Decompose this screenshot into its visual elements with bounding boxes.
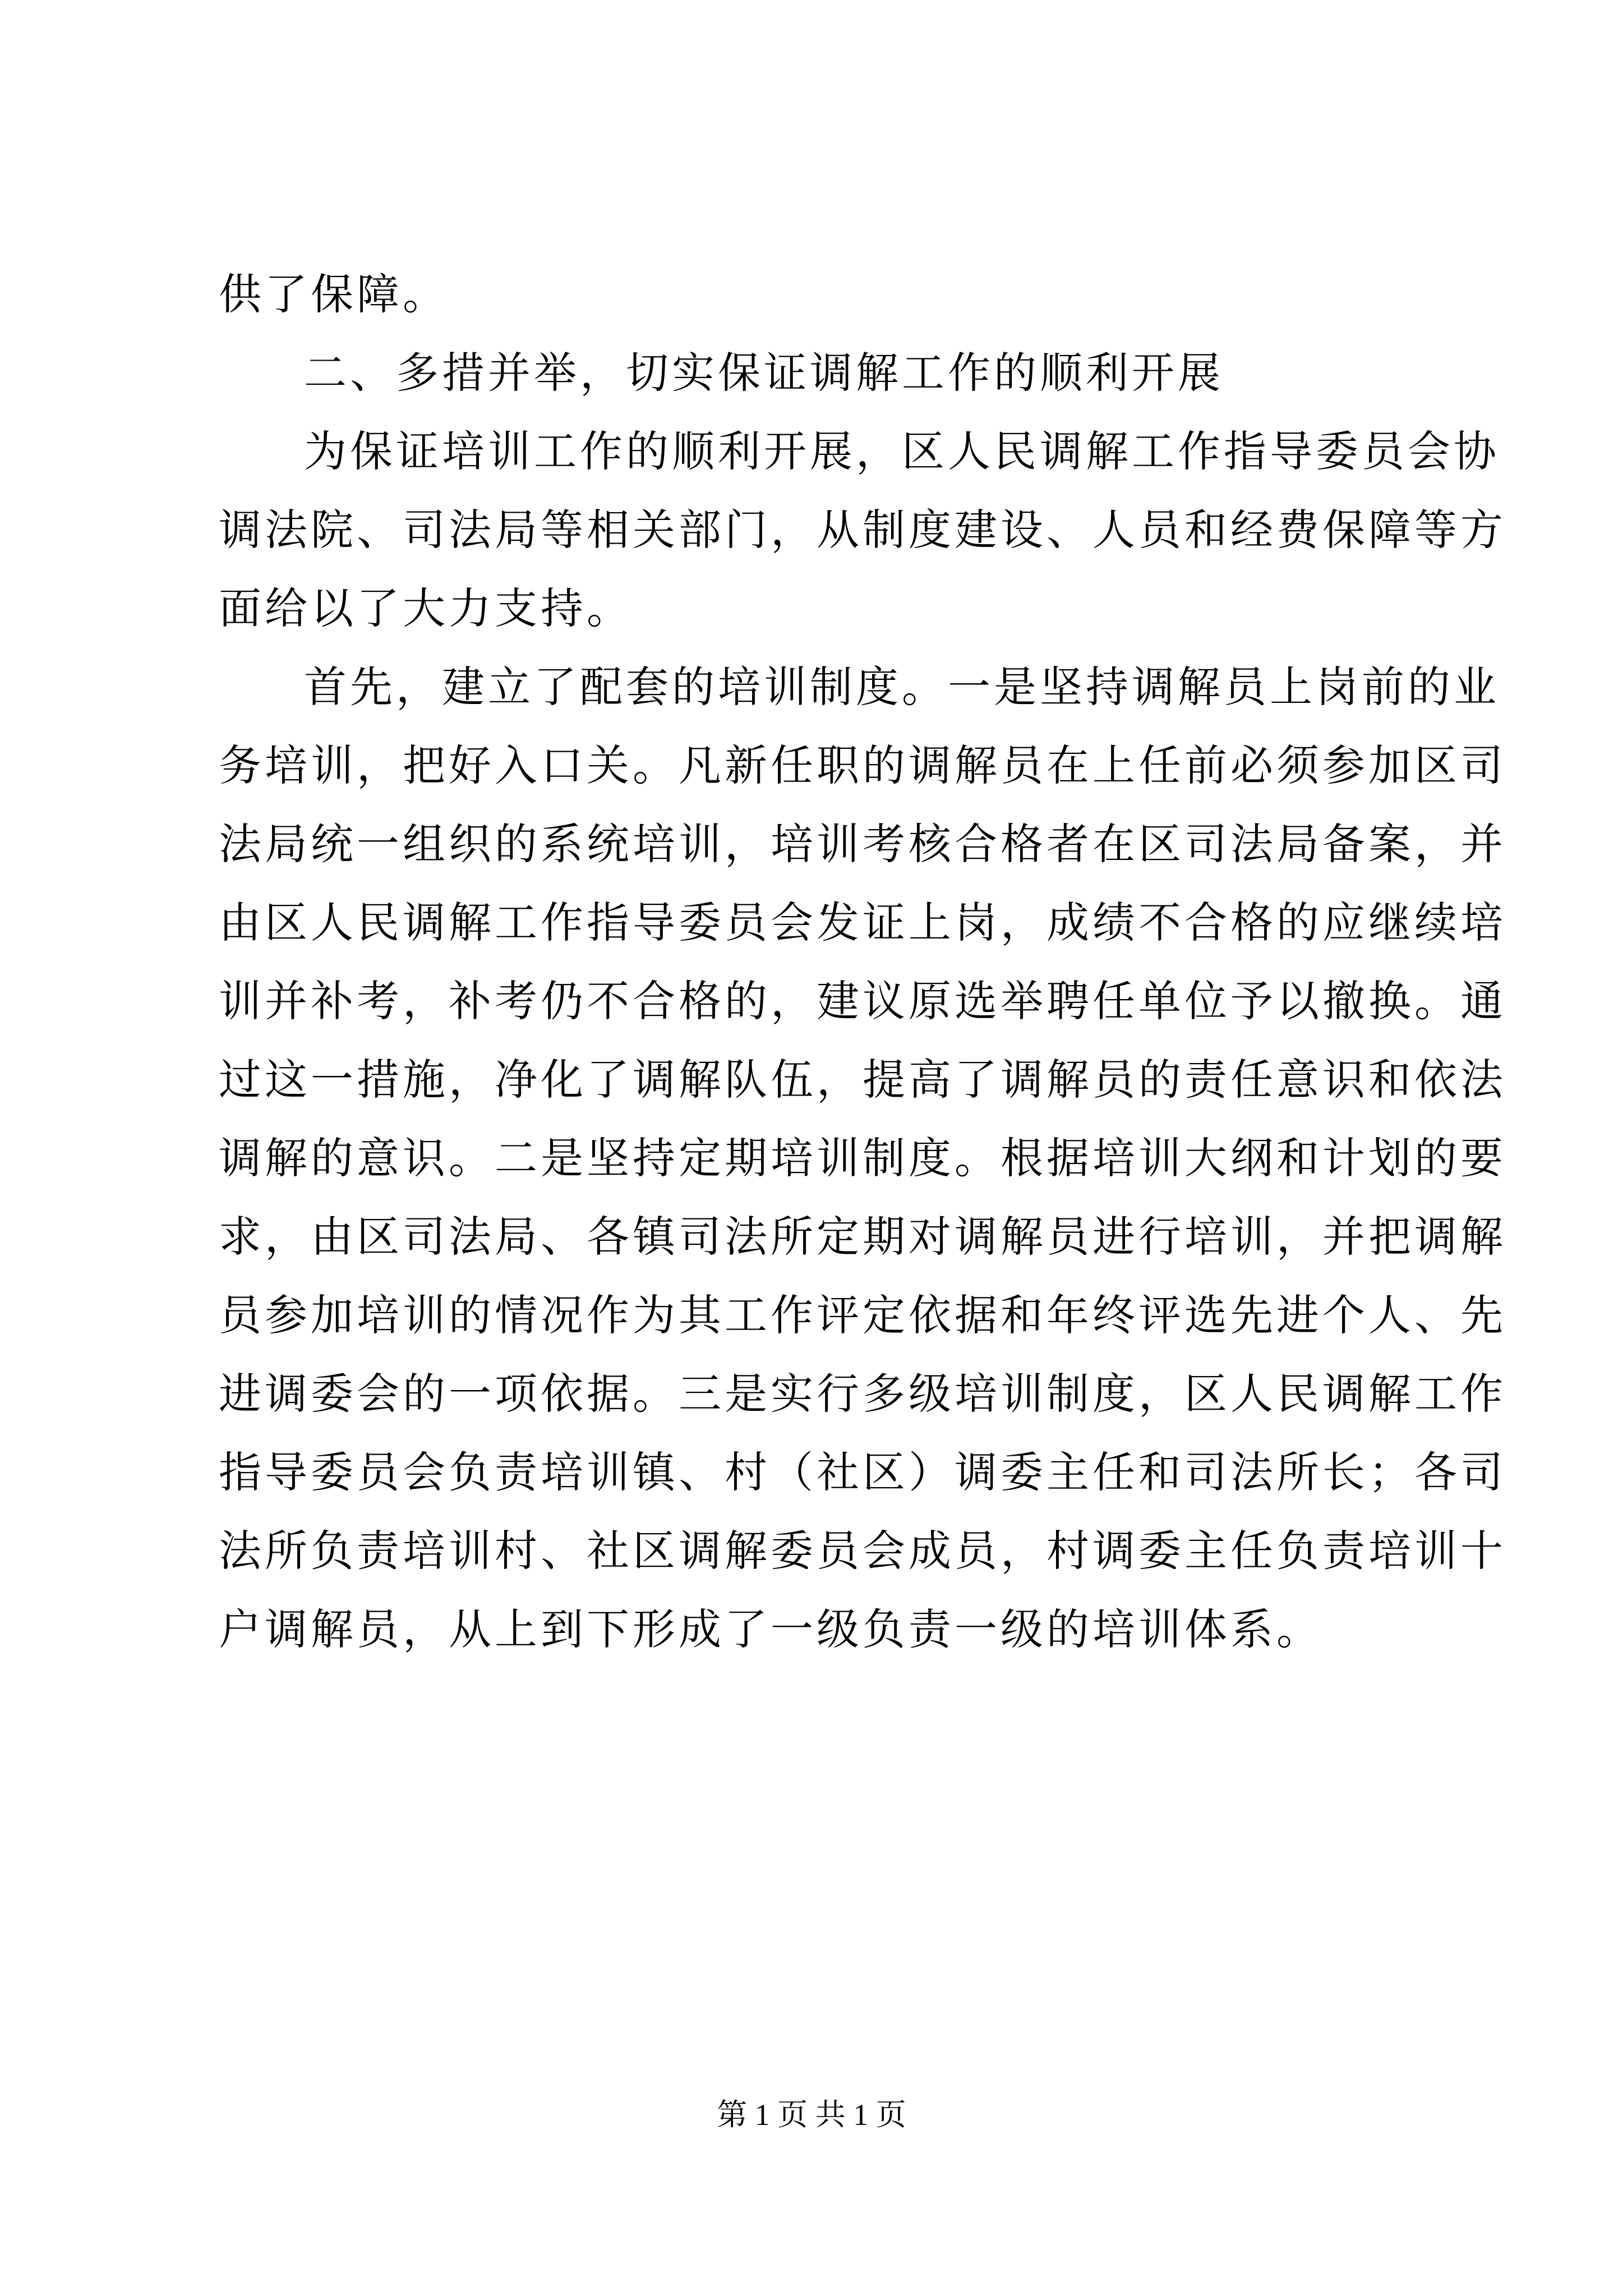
text-line: 员参加培训的情况作为其工作评定依据和年终评选先进个人、先 — [219, 1290, 1506, 1340]
text-line: 调解的意识。二是坚持定期培训制度。根据培训大纲和计划的要 — [219, 1133, 1506, 1183]
text-line: 由区人民调解工作指导委员会发证上岗，成绩不合格的应继续培 — [219, 898, 1506, 947]
text-line: 训并补考，补考仍不合格的，建议原选举聘任单位予以撤换。通 — [219, 976, 1506, 1026]
text-line: 指导委员会负责培训镇、村（社区）调委主任和司法所长；各司 — [219, 1447, 1506, 1497]
page-number-label: 第 1 页 共 1 页 — [717, 2098, 906, 2132]
document-body — [219, 255, 1506, 1669]
text-line: 求，由区司法局、各镇司法所定期对调解员进行培训，并把调解 — [219, 1212, 1506, 1262]
text-line: 进调委会的一项依据。三是实行多级培训制度，区人民调解工作 — [219, 1369, 1506, 1419]
text-line: 调法院、司法局等相关部门，从制度建设、人员和经费保障等方 — [219, 505, 1506, 555]
text-line: 务培训，把好入口关。凡新任职的调解员在上任前必须参加区司 — [219, 740, 1506, 790]
text-line: 首先，建立了配套的培训制度。一是坚持调解员上岗前的业 — [304, 662, 1500, 712]
text-line: 为保证培训工作的顺利开展，区人民调解工作指导委员会协 — [304, 426, 1500, 476]
text-line: 二、多措并举，切实保证调解工作的顺利开展 — [304, 348, 1224, 398]
text-line: 户调解员，从上到下形成了一级负责一级的培训体系。 — [219, 1604, 1322, 1654]
text-line: 法局统一组织的系统培训，培训考核合格者在区司法局备案，并 — [219, 819, 1506, 869]
text-line: 法所负责培训村、社区调解委员会成员，村调委主任负责培训十 — [219, 1526, 1506, 1576]
text-line: 供了保障。 — [219, 269, 449, 319]
page-footer — [0, 2092, 1623, 2137]
text-line: 面给以了大力支持。 — [219, 583, 633, 633]
text-line: 过这一措施，净化了调解队伍，提高了调解员的责任意识和依法 — [219, 1055, 1506, 1105]
